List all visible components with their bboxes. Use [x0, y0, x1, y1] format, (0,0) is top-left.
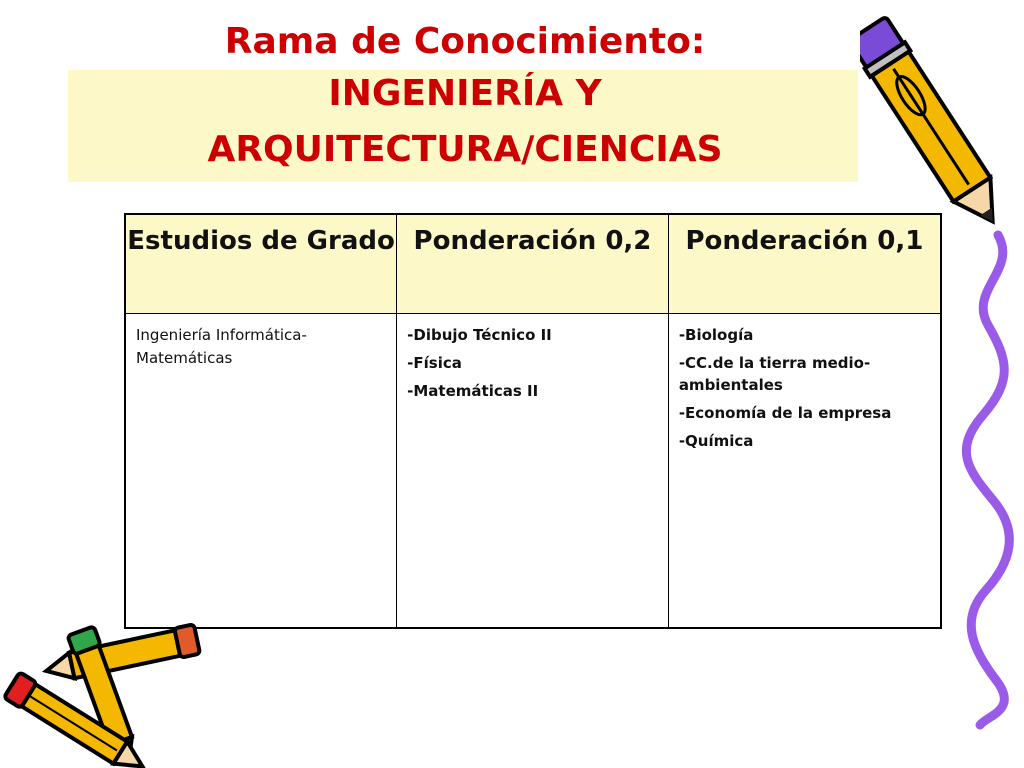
subject-item: -Química — [678, 432, 754, 450]
pencil-clipart-icon — [860, 0, 1000, 250]
cell-ponderacion-01 — [668, 314, 941, 629]
subject-item: -Economía de la empresa — [678, 404, 892, 422]
header-estudios-grado: Estudios de Grado — [125, 214, 397, 314]
subject-item: -Biología — [678, 326, 754, 344]
cell-grado — [125, 314, 397, 629]
title-line-3: ARQUITECTURA/CIENCIAS — [207, 129, 723, 170]
subject-item: -Matemáticas II — [407, 382, 539, 400]
subject-item: -Física — [407, 354, 462, 372]
subject-item: -Dibujo Técnico II — [407, 326, 552, 344]
subject-item: -CC.de la tierra medio-ambientales — [678, 354, 871, 394]
title-line-1: Rama de Conocimiento: — [224, 21, 706, 62]
cell-ponderacion-02 — [397, 314, 669, 629]
table-header-row — [125, 214, 941, 314]
title-line-2: INGENIERÍA Y — [328, 73, 602, 114]
pencils-bundle-icon — [0, 610, 210, 768]
table-row — [125, 314, 941, 629]
squiggle-line-icon — [958, 230, 1024, 730]
ponderaciones-table — [124, 213, 942, 629]
header-ponderacion-02: Ponderación 0,2 — [397, 214, 669, 314]
header-ponderacion-01: Ponderación 0,1 — [668, 214, 941, 314]
degree-name: Ingeniería Informática-Matemáticas — [136, 326, 307, 367]
